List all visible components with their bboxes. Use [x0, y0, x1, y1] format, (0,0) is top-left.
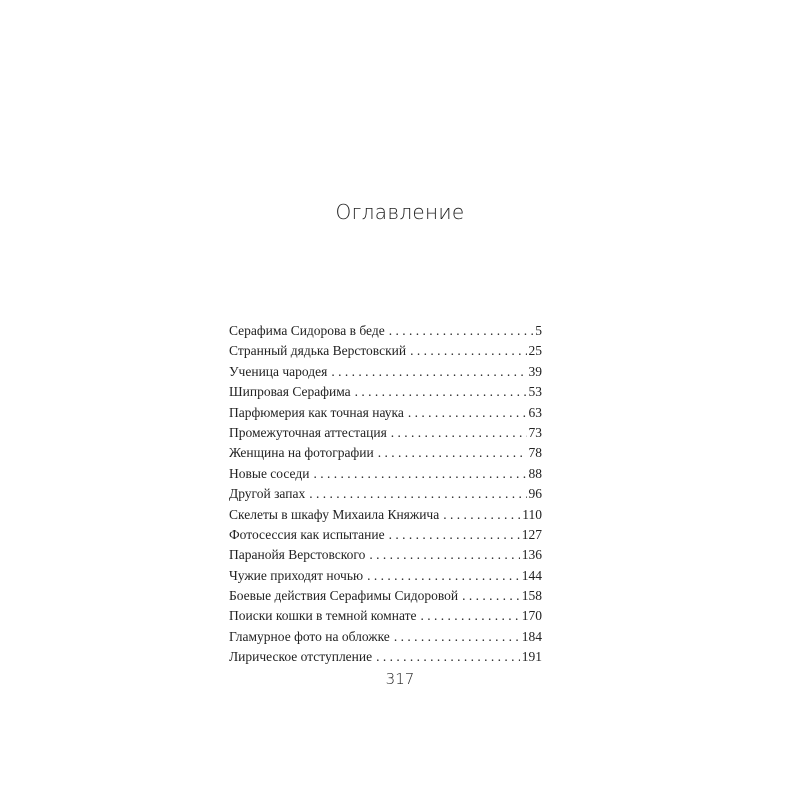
dot-leader	[331, 362, 526, 382]
toc-entry-page: 136	[521, 547, 542, 563]
dot-leader	[394, 627, 520, 647]
toc-entry-page: 25	[528, 343, 542, 359]
toc-entry-page: 88	[528, 465, 542, 481]
toc-entry-page: 158	[521, 588, 542, 604]
toc-entry	[229, 525, 542, 545]
toc-entry-title: Женщина на фотографии	[229, 445, 374, 461]
dot-leader	[389, 525, 520, 545]
toc-entry-page: 191	[521, 649, 542, 665]
dot-leader	[462, 586, 520, 606]
page-number: 317	[385, 670, 415, 688]
toc-entry-title: Поиски кошки в темной комнате	[229, 608, 417, 624]
toc-entry-page: 63	[528, 404, 542, 420]
toc-entry-title: Паранойя Верстовского	[229, 547, 366, 563]
toc-entry	[229, 341, 542, 361]
toc-entry	[229, 382, 542, 402]
toc-entry-page: 144	[521, 567, 542, 583]
toc-entry-title: Серафима Сидорова в беде	[229, 323, 385, 338]
toc-entry-title: Боевые действия Серафимы Сидоровой	[229, 588, 459, 604]
dot-leader	[376, 647, 520, 667]
dot-leader	[391, 423, 527, 443]
toc-entry	[229, 423, 542, 443]
toc-entry-page: 184	[521, 628, 542, 644]
toc-entry-title: Странный дядька Верстовский	[229, 343, 407, 359]
toc-entry	[229, 362, 542, 382]
toc-entry	[229, 606, 542, 626]
toc-entry-page: 110	[522, 506, 542, 522]
toc-entry-title: Ученица чародея	[229, 363, 328, 379]
toc-entry	[229, 464, 542, 484]
dot-leader	[410, 341, 526, 361]
toc-entry-page: 78	[528, 445, 542, 461]
dot-leader	[389, 321, 534, 341]
toc-entry	[229, 321, 542, 341]
toc-entry-page: 127	[521, 526, 542, 542]
dot-leader	[369, 545, 519, 565]
dot-leader	[355, 382, 527, 402]
toc-entry-title: Лирическое отступление	[229, 649, 373, 665]
toc-entry	[229, 627, 542, 647]
toc-entry	[229, 443, 542, 463]
toc-entry-page: 170	[521, 608, 542, 624]
page-title: Оглавление	[335, 200, 465, 224]
toc-entry-title: Парфюмерия как точная наука	[229, 404, 404, 420]
table-of-contents	[229, 321, 542, 668]
toc-entry	[229, 545, 542, 565]
toc-entry-page: 39	[528, 363, 542, 379]
toc-entry-title: Промежуточная аттестация	[229, 424, 387, 440]
toc-entry	[229, 586, 542, 606]
toc-entry-title: Фотосессия как испытание	[229, 526, 385, 542]
toc-entry	[229, 484, 542, 504]
toc-entry-page: 5	[535, 323, 542, 338]
toc-entry	[229, 647, 542, 667]
toc-entry	[229, 403, 542, 423]
dot-leader	[309, 484, 526, 504]
toc-entry	[229, 505, 542, 525]
toc-entry-title: Другой запах	[229, 486, 306, 502]
toc-entry-title: Чужие приходят ночью	[229, 567, 364, 583]
toc-entry-title: Новые соседи	[229, 465, 310, 481]
dot-leader	[420, 606, 519, 626]
toc-entry-title: Скелеты в шкафу Михаила Княжича	[229, 506, 440, 522]
dot-leader	[378, 443, 527, 463]
toc-entry-page: 96	[528, 486, 542, 502]
dot-leader	[408, 403, 527, 423]
dot-leader	[313, 464, 526, 484]
toc-entry-title: Гламурное фото на обложке	[229, 628, 390, 644]
dot-leader	[443, 505, 520, 525]
toc-entry-page: 53	[528, 384, 542, 400]
dot-leader	[367, 566, 520, 586]
toc-entry	[229, 566, 542, 586]
toc-entry-title: Шипровая Серафима	[229, 384, 351, 400]
toc-entry-page: 73	[528, 424, 542, 440]
